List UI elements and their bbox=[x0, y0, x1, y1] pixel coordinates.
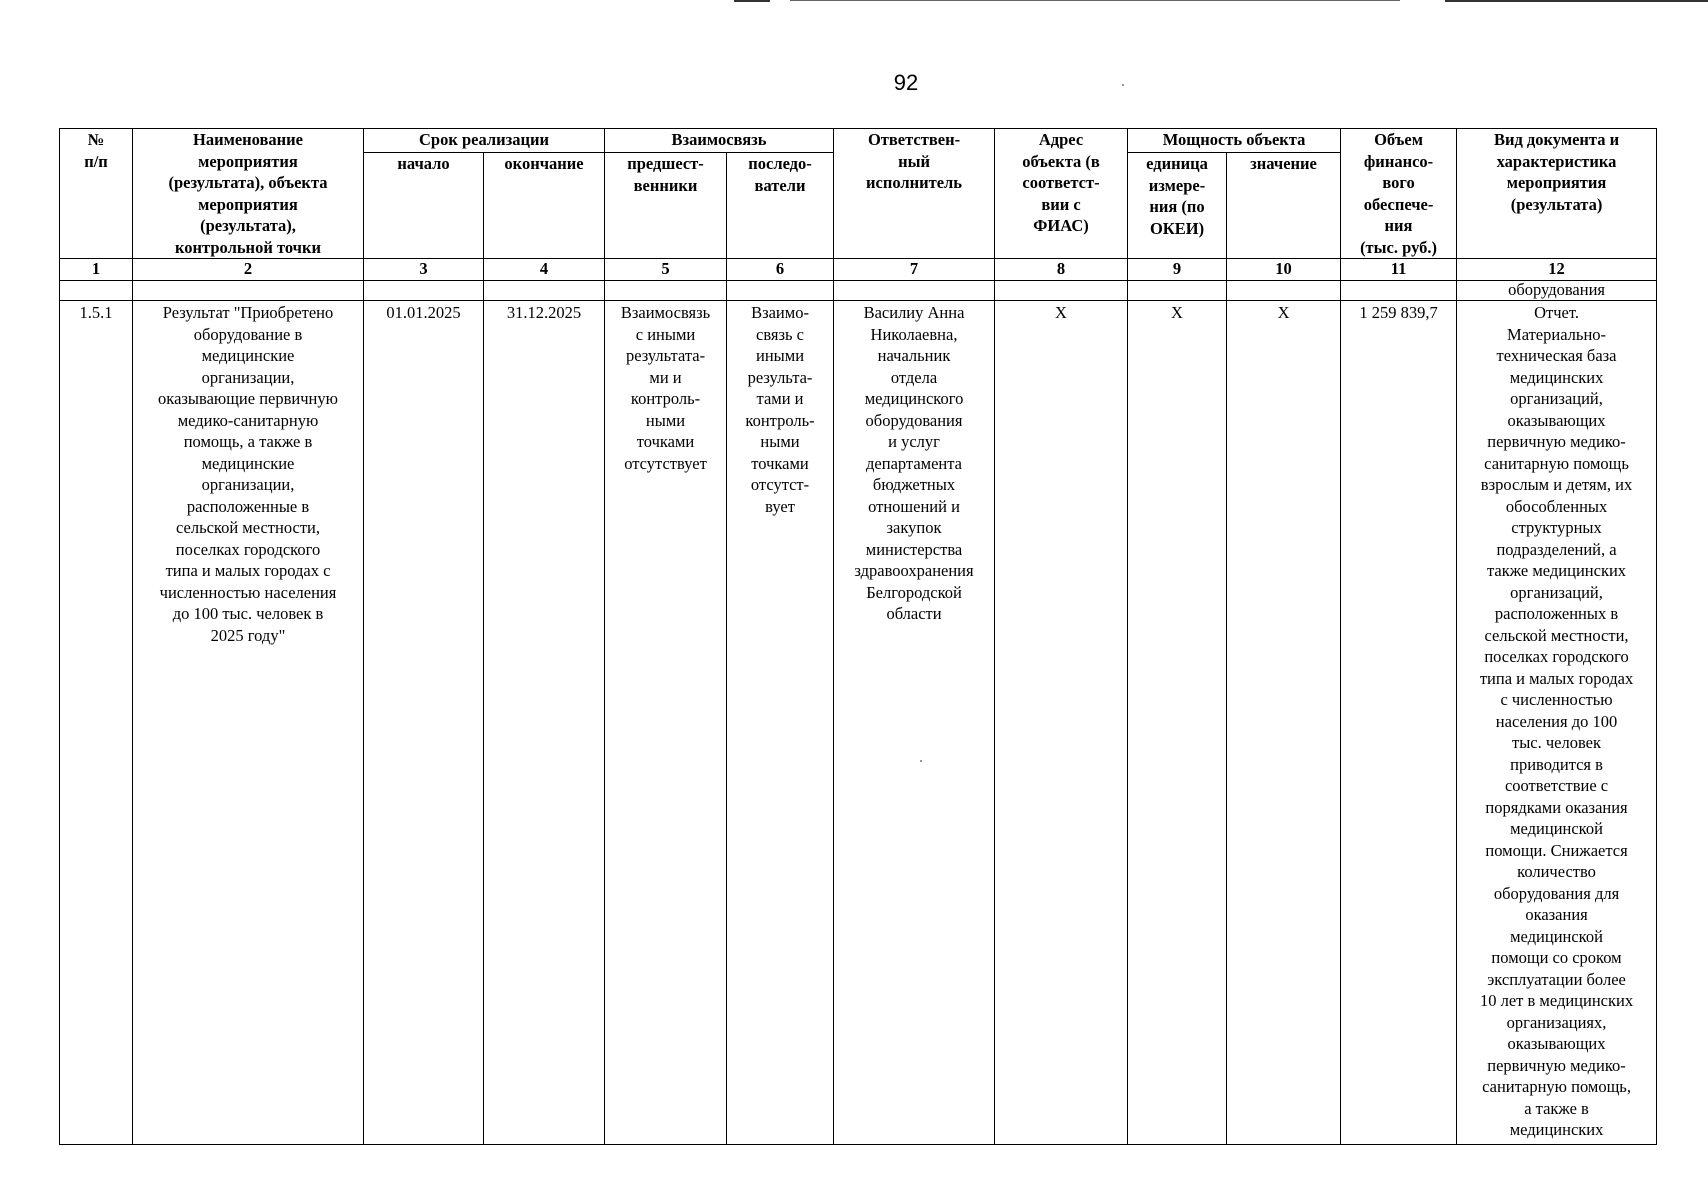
scan-edge-line bbox=[790, 0, 1400, 1]
header-link-prev: предшест- венники bbox=[605, 153, 727, 259]
header-capacity: Мощность объекта bbox=[1128, 129, 1341, 153]
empty-cell bbox=[605, 281, 727, 301]
empty-cell bbox=[834, 281, 995, 301]
header-finance: Объем финансо- вого обеспече- ния (тыс. руб.) bbox=[1341, 129, 1457, 259]
row-finance: 1 259 839,7 bbox=[1341, 301, 1457, 1145]
header-doc-type: Вид документа и характеристика мероприятия (результата) bbox=[1457, 129, 1657, 259]
empty-cell bbox=[484, 281, 605, 301]
empty-cell bbox=[995, 281, 1128, 301]
empty-cell bbox=[1128, 281, 1227, 301]
scan-speck bbox=[1122, 84, 1124, 86]
column-number: 12 bbox=[1457, 259, 1657, 281]
row-end-date: 31.12.2025 bbox=[484, 301, 605, 1145]
row-code: 1.5.1 bbox=[60, 301, 133, 1145]
row-start-date: 01.01.2025 bbox=[364, 301, 484, 1145]
empty-cell bbox=[1227, 281, 1341, 301]
row-responsible: Василиу Анна Николаевна, начальник отдела медицинского оборудования и услуг департамента бюджетных отношений и закупок министерства здравоохранения Белгородской области bbox=[834, 301, 995, 1145]
column-number: 3 bbox=[364, 259, 484, 281]
continuation-text: оборудования bbox=[1457, 281, 1657, 301]
header-period-end: окончание bbox=[484, 153, 605, 259]
empty-cell bbox=[364, 281, 484, 301]
header-address: Адрес объекта (в соответст- вии с ФИАС) bbox=[995, 129, 1128, 259]
header-name: Наименование мероприятия (результата), объекта мероприятия (результата), контрольной точки bbox=[133, 129, 364, 259]
header-period-start: начало bbox=[364, 153, 484, 259]
column-number: 7 bbox=[834, 259, 995, 281]
header-responsible: Ответствен- ный исполнитель bbox=[834, 129, 995, 259]
header-num: № п/п bbox=[60, 129, 133, 259]
row-name: Результат "Приобретено оборудование в медицинские организации, оказывающие первичную медико-санитарную помощь, а также в медицинские организации, расположенные в сельской местности, поселках городского типа и малых городах с численностью населения до 100 тыс. человек в 2025 году" bbox=[133, 301, 364, 1145]
column-number: 11 bbox=[1341, 259, 1457, 281]
column-number: 6 bbox=[727, 259, 834, 281]
continuation-row bbox=[60, 281, 1657, 301]
row-doc-description: Отчет. Материально- техническая база медицинских организаций, оказывающих первичную медико- санитарную помощь взрослым и детям, их обособленных структурных подразделений, а также медицинских организаций, расположенных в сельской местности, поселках городского типа и малых городах с численностью населения до 100 тыс. человек приводится в соответствие с порядками оказания медицинской помощи. Снижается количество оборудования для оказания медицинской помощи со сроком эксплуатации более 10 лет в медицинских организациях, оказывающих первичную медико- санитарную помощь, а также в медицинских bbox=[1457, 301, 1657, 1145]
header-capacity-value: значение bbox=[1227, 153, 1341, 259]
column-number: 5 bbox=[605, 259, 727, 281]
column-number: 1 bbox=[60, 259, 133, 281]
column-number-row bbox=[60, 259, 1657, 281]
header-capacity-unit: единица измере- ния (по ОКЕИ) bbox=[1128, 153, 1227, 259]
column-number: 9 bbox=[1128, 259, 1227, 281]
column-number: 8 bbox=[995, 259, 1128, 281]
scan-edge-line bbox=[734, 0, 770, 2]
row-successors: Взаимо- связь с иными результа- тами и контроль- ными точками отсутст- вует bbox=[727, 301, 834, 1145]
column-number: 4 bbox=[484, 259, 605, 281]
row-unit: X bbox=[1128, 301, 1227, 1145]
page-number: 92 bbox=[893, 70, 919, 95]
column-number: 2 bbox=[133, 259, 364, 281]
empty-cell bbox=[1341, 281, 1457, 301]
row-address: X bbox=[995, 301, 1128, 1145]
column-number: 10 bbox=[1227, 259, 1341, 281]
header-row-1 bbox=[60, 129, 1657, 153]
empty-cell bbox=[60, 281, 133, 301]
row-predecessors: Взаимосвязь с иными результата- ми и контроль- ными точками отсутствует bbox=[605, 301, 727, 1145]
header-link: Взаимосвязь bbox=[605, 129, 834, 153]
table-row bbox=[60, 301, 1657, 1145]
row-value: X bbox=[1227, 301, 1341, 1145]
header-period: Срок реализации bbox=[364, 129, 605, 153]
plan-table bbox=[59, 128, 1657, 1145]
scan-edge-line bbox=[1445, 0, 1708, 2]
empty-cell bbox=[133, 281, 364, 301]
header-link-next: последо- ватели bbox=[727, 153, 834, 259]
empty-cell bbox=[727, 281, 834, 301]
